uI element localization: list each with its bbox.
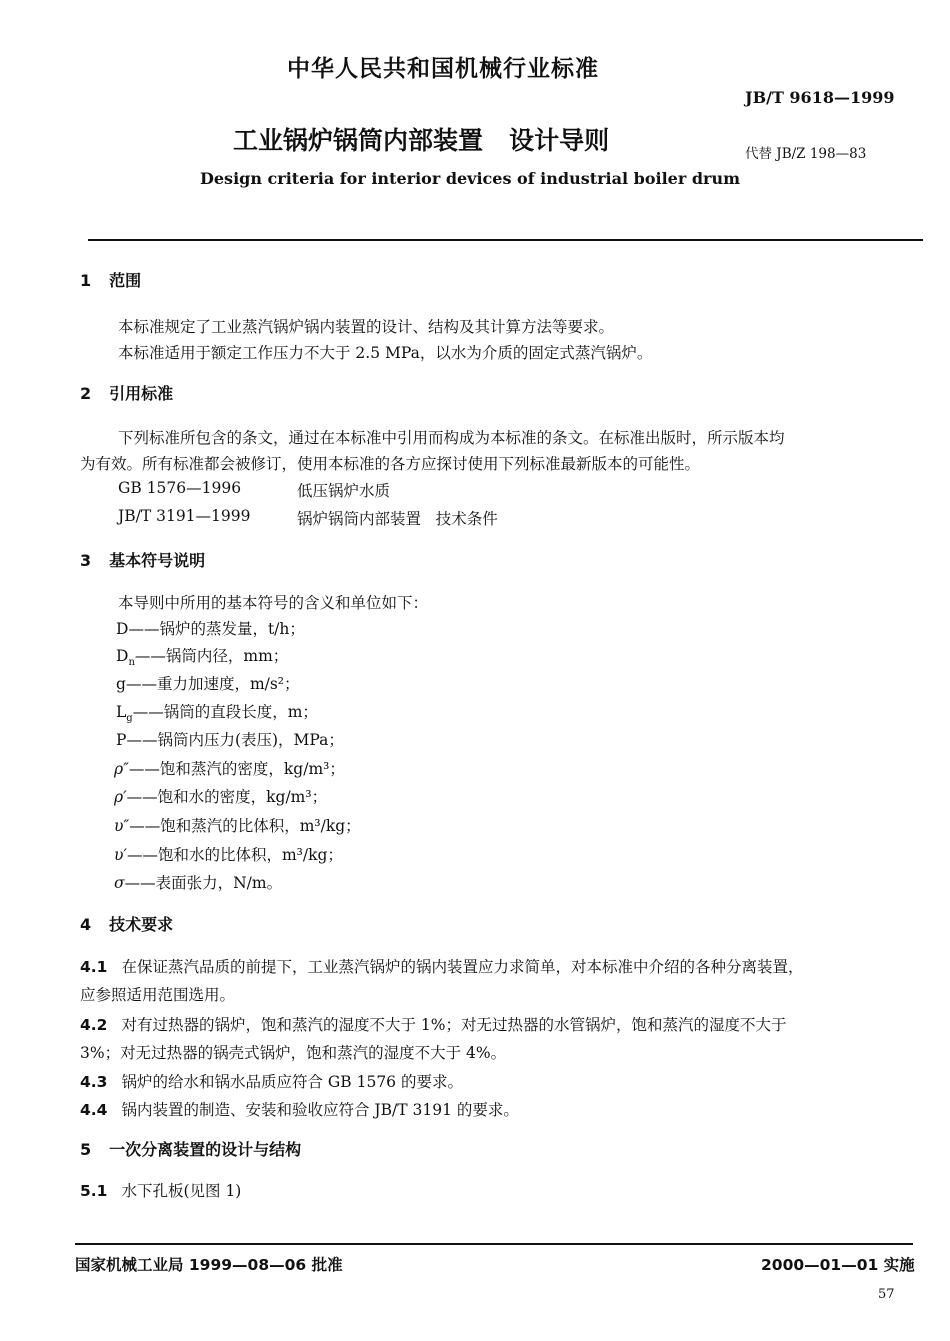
clause-number: 4.3 (80, 1073, 108, 1091)
section-number: 5 (80, 1140, 92, 1159)
symbol-definition (114, 757, 345, 779)
symbol-definition (114, 785, 327, 807)
section-heading (80, 381, 173, 404)
section-heading (80, 1137, 301, 1160)
clause-number: 4.4 (80, 1101, 108, 1119)
paragraph: 本导则中所用的基本符号的含义和单位如下： (118, 594, 429, 612)
reference-code: GB 1576—1996 (118, 479, 242, 497)
section-title: 范围 (109, 271, 142, 290)
header-rule (88, 239, 923, 241)
symbol-description: ——锅筒的直段长度，m； (132, 703, 318, 721)
symbol-definition (116, 700, 318, 724)
standard-number: JB/T 9618—1999 (745, 88, 895, 107)
clause (80, 1098, 519, 1120)
symbol-description: ——饱和蒸汽的密度，kg/m³； (128, 760, 345, 778)
clause (80, 955, 803, 977)
replaces-note: 代替 JB/Z 198—83 (745, 146, 867, 162)
section-number: 4 (80, 915, 92, 934)
clause-text: 锅内装置的制造、安装和验收应符合 JB/T 3191 的要求。 (121, 1101, 519, 1119)
symbol: L (116, 703, 127, 721)
reference-name: 低压锅炉水质 (297, 482, 391, 500)
clause-continuation: 3%；对无过热器的锅壳式锅炉，饱和蒸汽的湿度不大于 4%。 (80, 1044, 507, 1062)
page-number: 57 (878, 1287, 895, 1302)
clause (80, 1179, 241, 1201)
symbol-description: ——饱和蒸汽的比体积，m³/kg； (129, 817, 361, 835)
clause (80, 1070, 463, 1092)
section-title: 技术要求 (109, 915, 174, 934)
symbol-definition (116, 672, 300, 694)
symbol-description: ——饱和水的密度，kg/m³； (126, 788, 328, 806)
document-title-en: Design criteria for interior devices of industrial boiler drum (200, 169, 741, 188)
symbol-definition (114, 871, 282, 893)
section-title: 一次分离装置的设计与结构 (109, 1140, 302, 1159)
symbol: g (116, 675, 126, 693)
symbol-description: ——锅筒内径，mm； (134, 647, 289, 665)
symbol: D (116, 647, 129, 665)
symbol-description: ——锅炉的蒸发量，t/h； (128, 620, 305, 638)
symbol-description: ——锅筒内压力(表压)，MPa； (126, 731, 344, 749)
clause-text: 在保证蒸汽品质的前提下，工业蒸汽锅炉的锅内装置应力求简单，对本标准中介绍的各种分离装置， (121, 958, 804, 976)
symbol-definition (116, 617, 305, 639)
symbol: υ″ (114, 817, 130, 835)
section-number: 1 (80, 271, 92, 290)
footer-rule (75, 1243, 913, 1245)
symbol-definition (116, 644, 288, 668)
reference-name: 锅炉锅筒内部装置 技术条件 (297, 510, 498, 528)
symbol-definition (114, 814, 361, 836)
symbol-definition (114, 843, 343, 865)
clause-text: 锅炉的给水和锅水品质应符合 GB 1576 的要求。 (121, 1073, 463, 1091)
symbol-description: ——表面张力，N/m。 (124, 874, 283, 892)
paragraph: 本标准适用于额定工作压力不大于 2.5 MPa，以水为介质的固定式蒸汽锅炉。 (118, 344, 653, 362)
clause-number: 4.1 (80, 958, 108, 976)
paragraph: 本标准规定了工业蒸汽锅炉锅内装置的设计、结构及其计算方法等要求。 (118, 318, 615, 336)
clause-text: 对有过热器的锅炉，饱和蒸汽的湿度不大于 1%；对无过热器的水管锅炉，饱和蒸汽的湿度不大于 (121, 1016, 787, 1034)
symbol: υ′ (114, 846, 127, 864)
symbol: σ (114, 874, 125, 892)
document-title-cn: 工业锅炉锅筒内部装置 设计导则 (233, 126, 610, 155)
approval-date: 国家机械工业局 1999—08—06 批准 (75, 1256, 343, 1274)
clause-number: 4.2 (80, 1016, 108, 1034)
clause-continuation: 应参照适用范围选用。 (80, 986, 236, 1004)
symbol-description: ——重力加速度，m/s²； (125, 675, 300, 693)
reference-code: JB/T 3191—1999 (118, 507, 251, 525)
paragraph: 下列标准所包含的条文，通过在本标准中引用而构成为本标准的条文。在标准出版时，所示版本均 (118, 429, 785, 447)
symbol-subscript: n (128, 657, 135, 669)
section-number: 2 (80, 384, 92, 403)
section-heading (80, 268, 141, 291)
clause (80, 1013, 787, 1035)
paragraph: 为有效。所有标准都会被修订，使用本标准的各方应探讨使用下列标准最新版本的可能性。 (80, 455, 701, 473)
symbol: ρ″ (114, 760, 129, 778)
symbol-subscript: g (126, 713, 133, 725)
symbol-definition (116, 728, 344, 750)
symbol-description: ——饱和水的比体积，m³/kg； (126, 846, 343, 864)
clause-text: 水下孔板(见图 1) (121, 1182, 242, 1200)
standard-category: 中华人民共和国机械行业标准 (287, 56, 599, 82)
section-title: 基本符号说明 (109, 551, 206, 570)
section-heading (80, 548, 205, 571)
section-heading (80, 912, 173, 935)
clause-number: 5.1 (80, 1182, 108, 1200)
effective-date: 2000—01—01 实施 (761, 1256, 915, 1274)
symbol: D (116, 620, 129, 638)
symbol: ρ′ (114, 788, 127, 806)
section-number: 3 (80, 551, 92, 570)
section-title: 引用标准 (109, 384, 174, 403)
symbol: P (116, 731, 127, 749)
